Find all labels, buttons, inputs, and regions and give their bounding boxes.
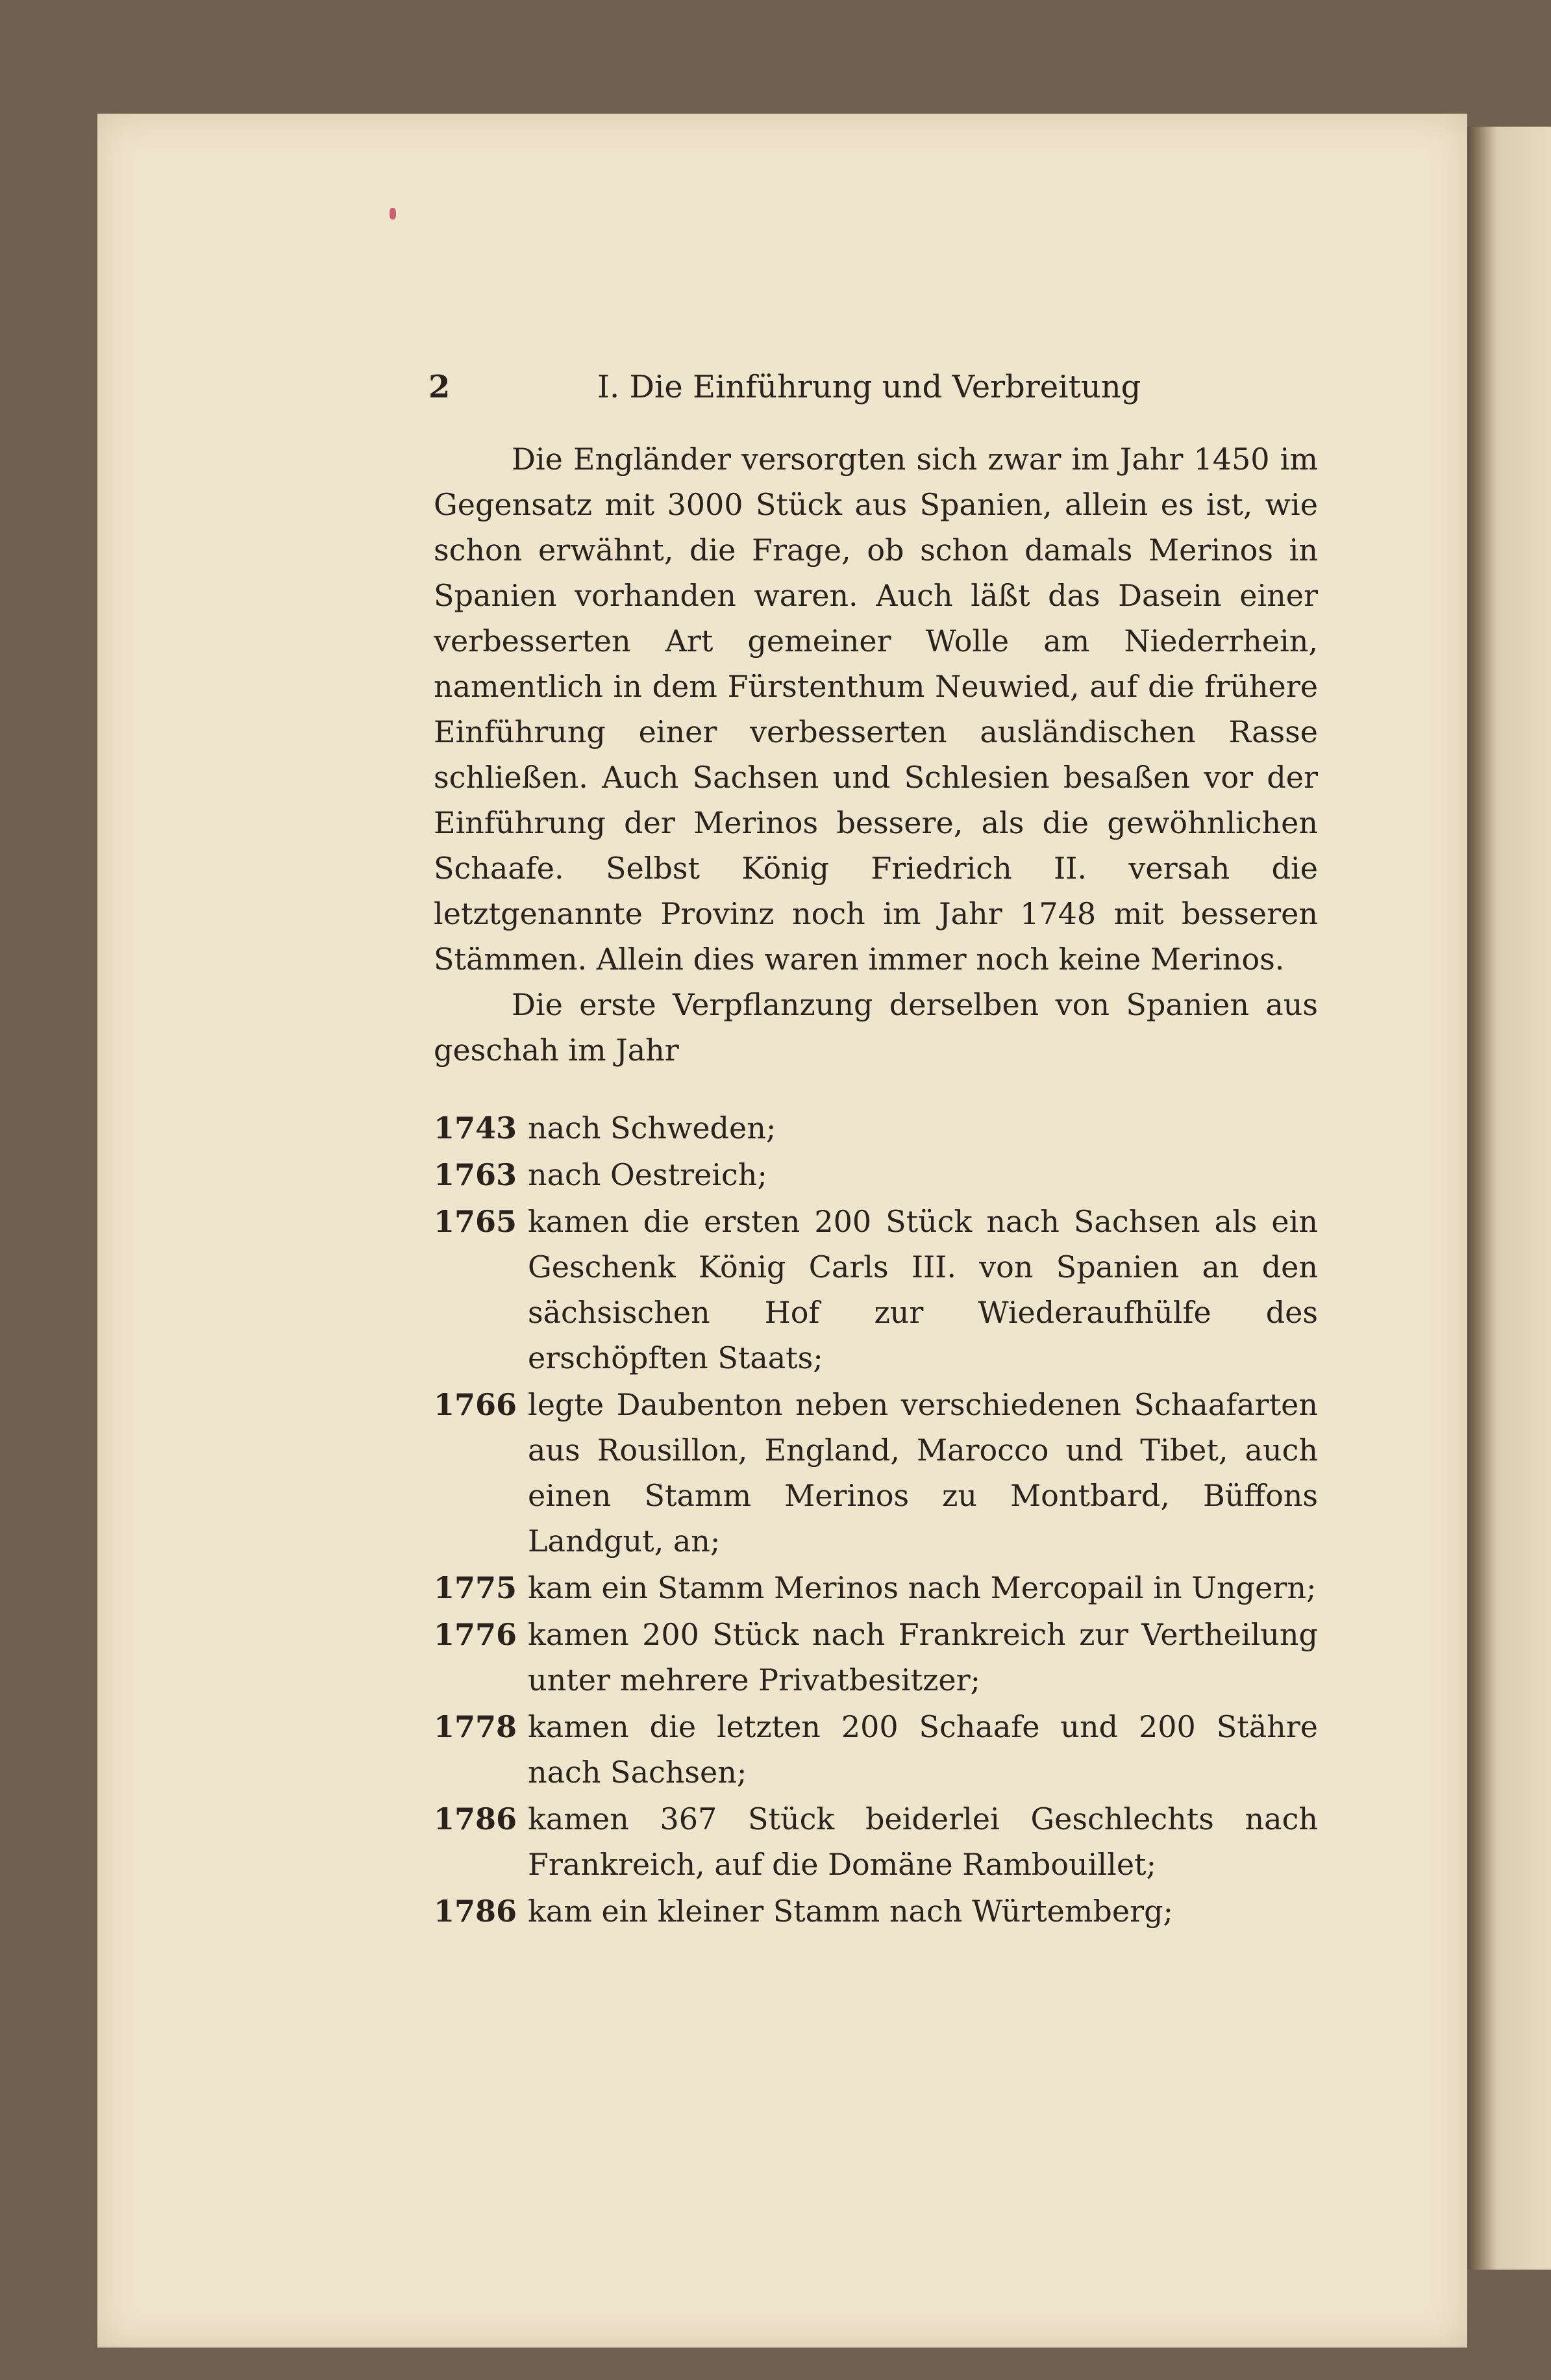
entry-year: 1776 [434, 1617, 517, 1652]
paragraph: Die erste Verpflanzung derselben von Spanien aus geschah im Jahr [434, 987, 1318, 1068]
entry-year: 1743 [434, 1110, 517, 1146]
chronology-list [434, 1105, 1318, 1935]
entry-text: kamen 367 Stück beiderlei Geschlechts nach Frankreich, auf die Domäne Rambouillet; [528, 1801, 1318, 1882]
chronology-entry [434, 1199, 1318, 1381]
entry-year: 1775 [434, 1570, 517, 1605]
entry-text: kamen die ersten 200 Stück nach Sachsen als ein Geschenk König Carls III. von Spanien an den sächsischen Hof zur Wiederaufhülfe des erschöpften Staats; [528, 1204, 1318, 1375]
body-text [434, 436, 1318, 1073]
ink-mark [390, 208, 396, 219]
running-head: I. Die Einführung und Verbreitung [597, 369, 1141, 405]
entry-text: kam ein kleiner Stamm nach Würtemberg; [528, 1894, 1174, 1929]
chronology-entry [434, 1565, 1318, 1610]
chronology-entry [434, 1612, 1318, 1703]
entry-year: 1763 [434, 1157, 517, 1192]
entry-year: 1766 [434, 1387, 517, 1422]
chronology-entry [434, 1888, 1318, 1934]
chronology-entry [434, 1704, 1318, 1795]
chronology-entry [434, 1152, 1318, 1197]
entry-text: nach Schweden; [528, 1110, 776, 1146]
entry-text: kamen die letzten 200 Schaafe und 200 Stähre nach Sachsen; [528, 1709, 1318, 1790]
entry-text: kam ein Stamm Merinos nach Mercopail in Ungern; [528, 1570, 1317, 1605]
paragraph: Die Engländer versorgten sich zwar im Jahr 1450 im Gegensatz mit 3000 Stück aus Spanien, allein es ist, wie schon erwähnt, die Frage, ob schon damals Merinos in Spanien vorhanden waren. Auch läßt das Dasein einer verbesserten Art gemeiner Wolle am Niederrhein, namentlich in dem Fürstenthum Neuwied, auf die frühere Einführung einer verbesserten ausländischen Rasse schließen. Auch Sachsen und Schlesien besaßen vor der Einführung der Merinos bessere, als die gewöhnlichen Schaafe. Selbst König Friedrich II. versah die letztgenannte Provinz noch im Jahr 1748 mit besseren Stämmen. Allein dies waren immer noch keine Merinos. [434, 442, 1318, 977]
entry-year: 1765 [434, 1204, 517, 1239]
entry-year: 1778 [434, 1709, 517, 1744]
chronology-entry [434, 1105, 1318, 1151]
entry-year: 1786 [434, 1801, 517, 1836]
entry-text: kamen 200 Stück nach Frankreich zur Vertheilung unter mehrere Privatbesitzer; [528, 1617, 1318, 1697]
entry-text: nach Oestreich; [528, 1157, 767, 1192]
page-header [428, 369, 1337, 414]
chronology-entry [434, 1382, 1318, 1564]
page-edge [1461, 127, 1551, 2270]
entry-text: legte Daubenton neben verschiedenen Schaafarten aus Rousillon, England, Marocco und Tibet, auch einen Stamm Merinos zu Montbard, Büffons Landgut, an; [528, 1387, 1318, 1559]
chronology-entry [434, 1796, 1318, 1887]
page-number: 2 [428, 369, 451, 405]
entry-year: 1786 [434, 1894, 517, 1929]
